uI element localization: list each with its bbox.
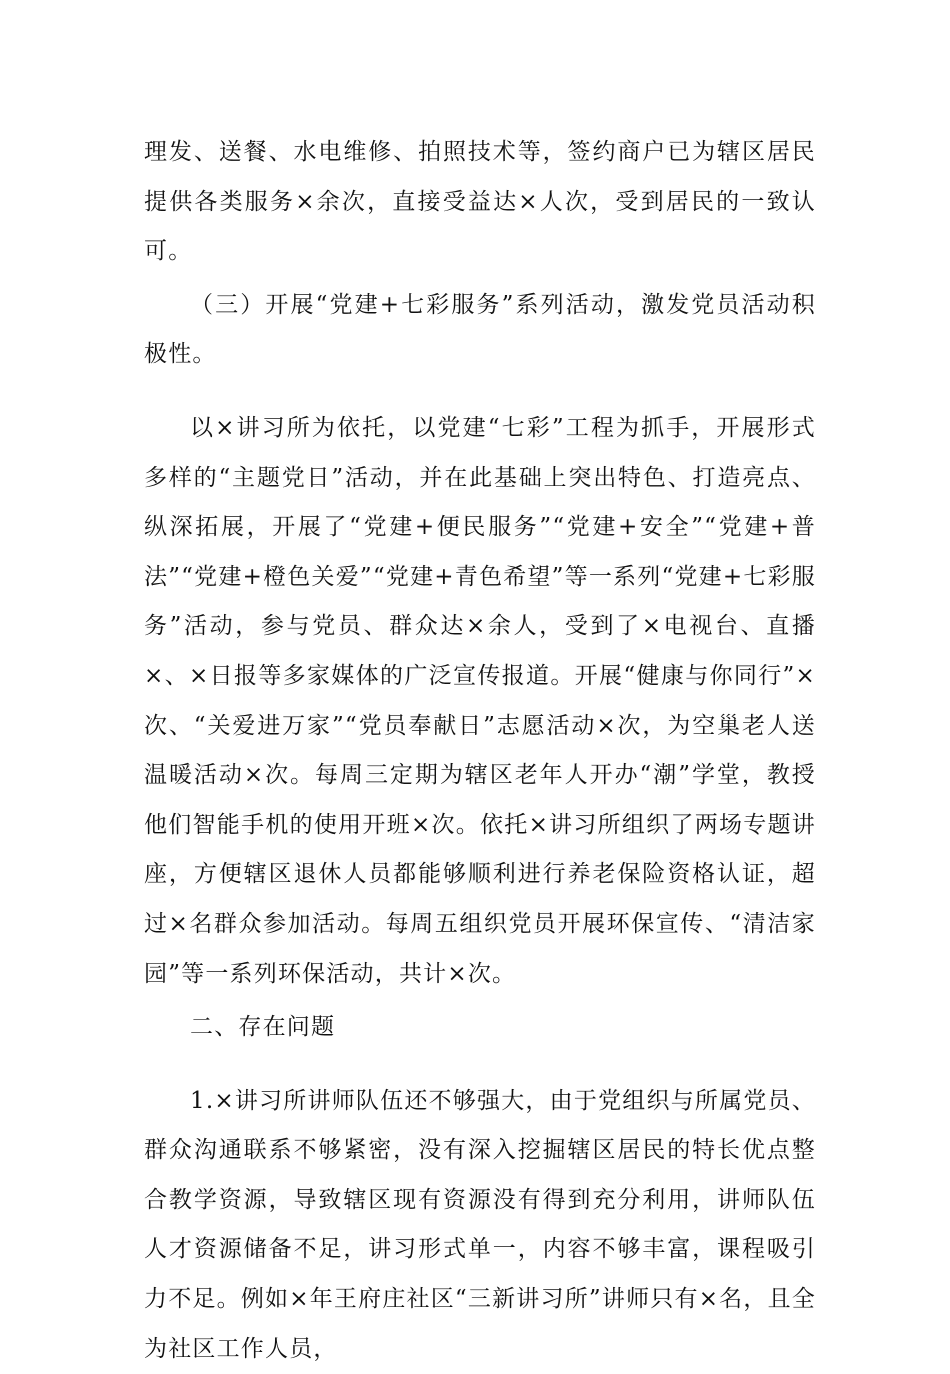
section-heading-problems: 二、存在问题 — [190, 1014, 336, 1041]
paragraph-section-3-body: 以×讲习所为依托，以党建“七彩”工程为抓手，开展形式多样的“主题党日”活动，并在此基础上突出特色、打造亮点、纵深拓展，开展了“党建+便民服务”“党建+安全”“党建+普法”“党建+橙色关爱”“党建+青色希望”等一系列“党建+七彩服务”活动，参与党员、群众达×余人，受到了×电视台、直播×、×日报等多家媒体的广泛宣传报道。开展“健康与你同行”×次、“关爱进万家”“党员奉献日”志愿活动×次，为空巢老人送温暖活动×次。每周三定期为辖区老年人开办“潮”学堂，教授他们智能手机的使用开班×次。依托×讲习所组织了两场专题讲座，方便辖区退休人员都能够顺利进行养老保险资格认证，超过×名群众参加活动。每周五组织党员开展环保宣传、“清洁家园”等一系列环保活动，共计×次。 — [144, 414, 816, 987]
document-body — [144, 128, 816, 1374]
paragraph-continued: 理发、送餐、水电维修、拍照技术等，签约商户已为辖区居民提供各类服务×余次，直接受益达×人次，受到居民的一致认可。 — [144, 139, 816, 265]
section-heading-3: （三）开展“党建+七彩服务”系列活动，激发党员活动积极性。 — [144, 291, 816, 368]
paragraph-problem-1: 1.×讲习所讲师队伍还不够强大，由于党组织与所属党员、群众沟通联系不够紧密，没有深入挖掘辖区居民的特长优点整合教学资源，导致辖区现有资源没有得到充分利用，讲师队伍人才资源储备不足，讲习形式单一，内容不够丰富，课程吸引力不足。例如×年王府庄社区“三新讲习所”讲师只有×名，且全为社区工作人员， — [144, 1087, 816, 1362]
